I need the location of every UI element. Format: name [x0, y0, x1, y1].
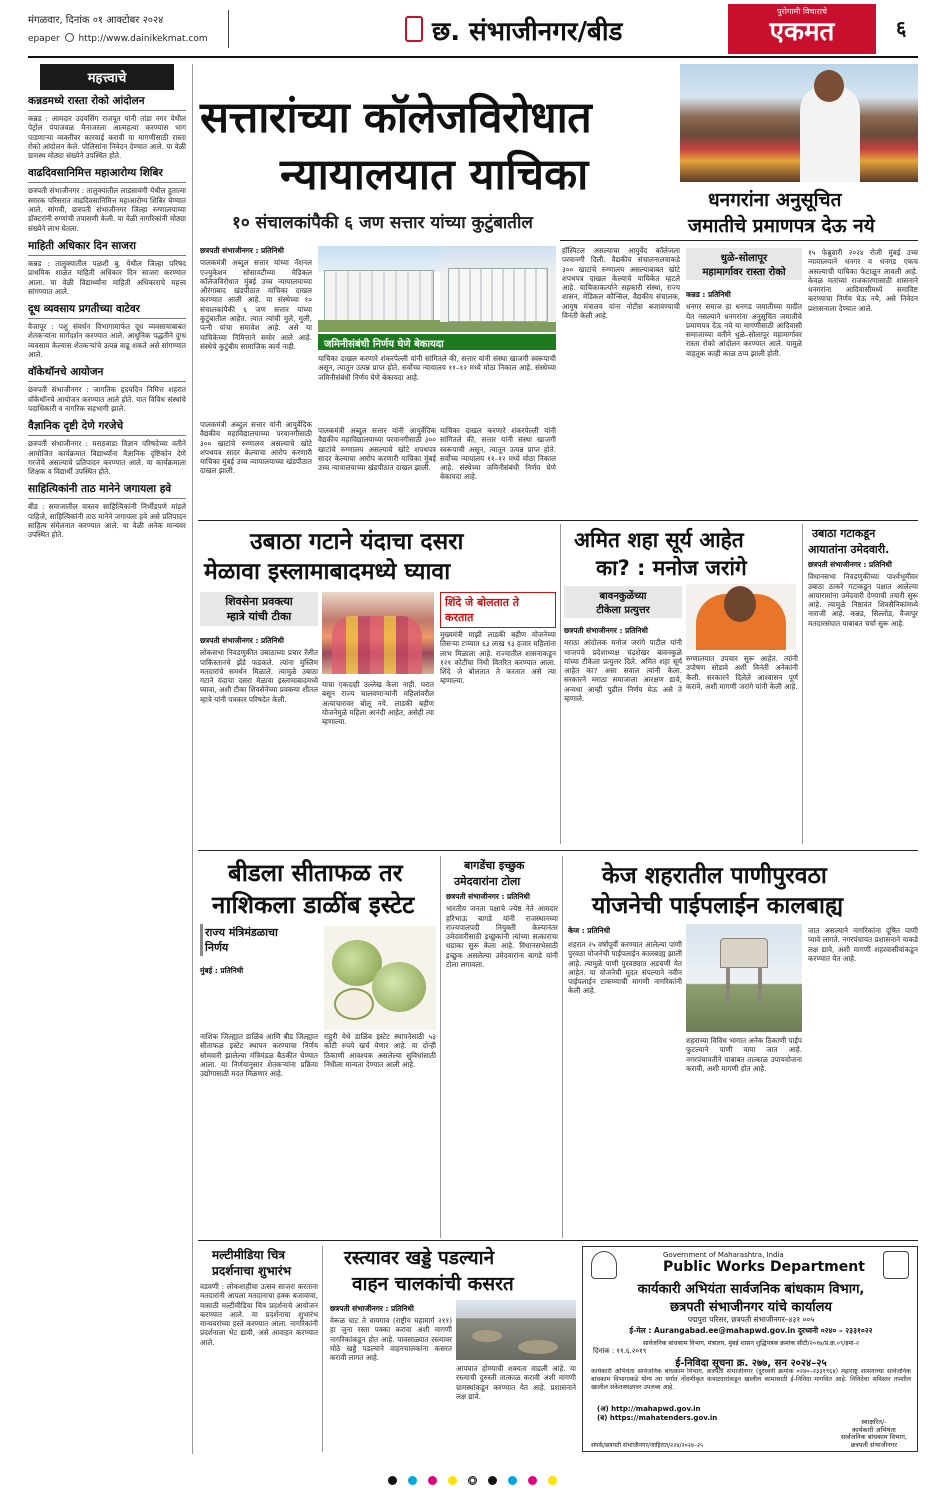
- multimedia-road-rule: [322, 1246, 323, 1452]
- dasara-headline-2: मेळावा इस्लामाबादमध्ये घ्यावा: [204, 559, 451, 585]
- row3-rule: [198, 1240, 918, 1241]
- ad-sign: [841, 1419, 907, 1449]
- shinde-sidehead-1: शिंदे जे बोलतात ते: [445, 596, 520, 609]
- sitafal-col-1: [200, 1032, 318, 1232]
- sidebar-item-body: छत्रपती संभाजीनगर : मराठवाडा विज्ञान परिषदेच्या वतीने आयोजित कार्यक्रमात विद्यार्थ्यांना वैज्ञानिक दृष्टिकोन देणे गरजेचे असल्याचे प्रतिपादन करण्यात आले. या कार्यक्रमाला शिक्षक व विद्यार्थी उपस्थित होते.: [28, 439, 186, 477]
- road-col-1: [330, 1316, 452, 1452]
- lead-col-3b-text: पालकमंत्री अब्दुल सत्तार यांनी आयुर्वेदिक वैद्यकीय महाविद्यालयाच्या परवानगीसाठी ३०० खाटांचे रुग्णालय असल्याचे खोटे शपथपत्र सादर केल्याचा आरोप करणारी याचिका मुंबई उच्च न्यायालयाच्या खंडपीठात दाखल झाली.: [318, 426, 436, 473]
- women-group: [332, 616, 422, 674]
- road-col-2-text: आपघात होण्याची शक्यता वाढली आहे. या रस्त्याची दुरुस्ती तात्काळ करावी अशी मागणी ग्रामस्थांकडून करण्यात येत आहे. प्रशासनाने लक्ष द्यावे.: [456, 1364, 576, 1401]
- dhangar-kicker: [686, 248, 802, 280]
- dasara-col-2: [322, 680, 434, 846]
- sidebar-item-head: दूध व्यवसाय प्रगतीच्या वाटेवर: [28, 302, 186, 319]
- masthead-logo: एकमत: [769, 17, 835, 47]
- dasara-byline: छत्रपती संभाजीनगर : प्रतिनिधी: [200, 636, 284, 645]
- dasara-headline-1: उबाठा गटाने यंदाचा दसरा: [250, 529, 464, 555]
- section-title: छ. संभाजीनगर/बीड: [432, 17, 623, 47]
- sitafal-kicker-1: राज्य मंत्रिमंडळाचा: [205, 926, 278, 939]
- ad-web-2[interactable]: (ब) https://mahatenders.gov.in: [597, 1414, 718, 1422]
- sitafal-kicker-2: निर्णय: [205, 941, 229, 954]
- tank-top: [720, 938, 768, 968]
- header-rule: [28, 56, 918, 58]
- dhangar-kicker-1: धुळे-सोलापूर: [720, 253, 768, 264]
- registration-marks: [0, 1470, 945, 1490]
- shinde-sidehead-2: करतात: [445, 611, 474, 624]
- sidebar-item-body: बीड : समाजातील वास्तव साहित्यिकांनी निर्भीडपणे मांडले पाहिजे, साहित्यिकांनी ताठ मानेने जगायला हवे असे प्रतिपादन साहित्य संमेलनात करण्यात आले. या वेळी अनेक मान्यवर उपस्थित होते.: [28, 502, 186, 540]
- sitafal-headline-2: नाशिकला डाळींब इस्टेट: [212, 891, 415, 919]
- lead-col-3: [318, 354, 556, 424]
- lead-headline-1: सत्तारांच्या कॉलेजविरोधात: [200, 93, 592, 143]
- sidebar-title: महत्त्वाचे: [40, 64, 174, 90]
- ad-notice-no: ई-निविदा सूचना क्र. २७७, सन २०२४–२५: [675, 1358, 827, 1369]
- masthead-tagline: पुरोगामी विचाराचे: [777, 7, 827, 16]
- emblem-left: [591, 1251, 617, 1279]
- dhangar-kicker-2: महामार्गावर रास्ता रोको: [702, 267, 786, 278]
- sitafal-headline-1: बीडला सीताफळ तर: [228, 859, 403, 887]
- lead-col-1-text: पालकमंत्री अब्दुल सत्तार यांच्या नॅशनल एज्युकेशन सोसायटीच्या मेडिकल कॉलेजविरोधात मुंबई उच्च न्यायालयाच्या औरंगाबाद खंडपीठात याचिका दाखल करण्यात आली आहे. या संस्थेच्या १० संचालकांपैकी ६ जण सत्तार यांच्या कुटुंबातील आहेत. त्यात त्यांची मुले, मुली, पत्नी यांचा समावेश आहे. असे या याचिकेच्या निमित्ताने समोर आले आहे. संस्थेचे कुटुंबीय सामाजिक कार्य नाही.: [200, 258, 312, 351]
- lead-col-3c: [440, 426, 556, 516]
- kej-col-2: [686, 1036, 802, 1232]
- kej-byline: केज : प्रतिनिधी: [568, 926, 611, 935]
- section-icon: [405, 16, 423, 42]
- sidebar-item-head: वाढदिवसानिमित्त महाआरोग्य शिबिर: [28, 166, 186, 183]
- multimedia-text: वडवणी : लोकशाहीचा उत्सव साजरा करताना मतदारांनी आपला मतदानाचा हक्क बजावावा, यासाठी मल्टीमीडिया चित्र प्रदर्शनाचे आयोजन करण्यात आले. या प्रदर्शनाचा शुभारंभ मान्यवरांच्या हस्ते करण्यात आला. नागरिकांनी प्रदर्शनाला भेट द्यावी, असे आवाहन करण्यात आले.: [200, 1282, 318, 1347]
- fruit-2: [372, 962, 426, 1012]
- ad-date: दिनांक : ११.६.२०१९: [593, 1347, 647, 1355]
- college-building: [324, 270, 434, 322]
- sidebar-item-head: वॉकेथॉनचे आयोजन: [28, 365, 186, 382]
- bagde-headline-1: बागडेंचा इच्छुक: [464, 859, 525, 872]
- shinde-sidehead: [440, 592, 556, 628]
- header-divider: [228, 10, 229, 48]
- header-date: मंगळवार, दिनांक ०१ आक्टोबर २०२४: [28, 15, 164, 26]
- reg-dot-cyan-2: [508, 1476, 517, 1485]
- jarange-headline-1: अमित शहा सूर्य आहेत: [574, 528, 744, 552]
- kej-col-3: [808, 926, 918, 1232]
- road-headline-1: रस्त्यावर खड्डे पडल्याने: [344, 1247, 495, 1269]
- lead-subhead: १० संचालकांपैकी ६ जण सत्तार यांच्या कुटुंबातील: [232, 213, 533, 233]
- reg-dot-magenta-2: [528, 1476, 537, 1485]
- kej-headline-2: योजनेची पाईपलाईन कालबाह्य: [592, 893, 844, 919]
- jarange-col-2: [686, 654, 798, 846]
- fruit-cut: [334, 988, 374, 1020]
- reg-dot-magenta: [428, 1476, 437, 1485]
- bagde-text: भारतीय जनता पक्षाचे ज्येष्ठ नेते आमदार हरिभाऊ बागडे यांनी राजस्थानच्या राज्यपालपदी नियुक्ती केल्यानंतर उमेदवारीसाठी इच्छुकांनी त्यांच्या सत्काराचा धडाका सुरू केला आहे. विधानसभेसाठी इच्छुक असलेल्या उमेदवारांना बागडे यांनी टोला लगावला.: [446, 904, 558, 970]
- jarange-headline-2: का? : मनोज जरांगे: [596, 556, 747, 580]
- sidebar-item-body: कन्नड : तालुक्यातील पळशी बु. येथील जिल्हा परिषद प्राथमिक शाळेत माहिती अधिकार दिन साजरा करण्यात आला. या वेळी विद्यार्थ्यांना माहिती अधिकाराचे महत्त्व सांगण्यात आले.: [28, 258, 186, 296]
- reg-dot-black-2: [488, 1476, 497, 1485]
- jarange-byline: छत्रपती संभाजीनगर : प्रतिनिधी: [564, 626, 648, 635]
- dasara-kicker-2: म्हात्रे यांची टीका: [226, 610, 292, 623]
- sidebar-item-head: माहिती अधिकार दिन साजरा: [28, 239, 186, 256]
- tank-leg-1: [726, 968, 730, 1004]
- kej-col-3-text: जात असल्याने नागरिकांना दूषित पाणी प्यावे लागते. नगरपंचायत प्रशासनाने याकडे लक्ष द्यावे, अशी मागणी शहरवासीयांकडून करण्यात येत आहे.: [808, 926, 918, 963]
- multimedia-headline-2: प्रदर्शनाचा शुभारंभ: [212, 1264, 292, 1278]
- jarange-kicker-2: टीकेला प्रत्युत्तर: [596, 605, 650, 616]
- sitafal-col-1-text: नाशिक जिल्ह्यात डाळिंब आणि बीड जिल्ह्यात सीताफळ इस्टेट स्थापन करण्याचा निर्णय सोमवारी झालेल्या मंत्रिमंडळ बैठकीत घेण्यात आला. या निर्णयानुसार शेतकऱ्यांना प्रक्रिया उद्योगासाठी मदत मिळणार आहे.: [200, 1032, 318, 1079]
- row2-rule: [198, 850, 918, 851]
- ad-sign-1: स्वाक्षरित/-: [861, 1418, 887, 1426]
- lead-byline: छत्रपती संभाजीनगर : प्रतिनिधी: [200, 246, 284, 255]
- reg-dot-yellow-2: [548, 1476, 557, 1485]
- bagde-kej-rule: [562, 856, 563, 1238]
- pwd-ad: [582, 1246, 918, 1452]
- dhangar-rule: [560, 240, 918, 241]
- website-link[interactable]: http://www.dainikekmat.com: [78, 34, 208, 44]
- dasara-kicker: [200, 592, 318, 626]
- ubatha-headline-2: आयातांना उमेदवारी.: [808, 543, 890, 556]
- dasara-col-1-text: लोकसभा निवडणुकीत उबाठाच्या प्रचार रॅलीत पाकिस्तानचे झेंडे फडकले. त्यांना मुस्लिम मतदारांचे समर्थन मिळाले. त्यामुळे उबाठा गटाने यंदाचा दसरा मेळावा इस्लामाबादमध्ये घ्यावा, अशी टीका शिवसेनेच्या प्रवक्त्या शीतल म्हात्रे यांनी पत्रकार परिषदेत केली.: [200, 648, 318, 704]
- reg-dot-target: [468, 1476, 477, 1485]
- sidebar-item-head: कन्नडमध्ये रास्ता रोको आंदोलन: [28, 94, 186, 111]
- row1-rule: [198, 520, 918, 521]
- reg-dot-yellow: [448, 1476, 457, 1485]
- sitafal-byline: मुंबई : प्रतिनिधी: [200, 966, 244, 975]
- dhangar-col-2-text: १५ फेब्रुवारी २०२४ रोजी मुंबई उच्च न्यायालयाने धनगर व धनगड एकच असल्याची याचिका फेटाळून लावली आहे. केवळ मतांच्या राजकारणासाठी शासनाने धनगरांना आदिवासींमध्ये समाविष्ट करण्याचा निर्णय घेऊ नये, असे निवेदन प्रशासनाला देण्यात आले.: [808, 248, 918, 313]
- pothole-1: [472, 1330, 502, 1342]
- ad-title-2: छत्रपती संभाजीनगर यांचे कार्यालय: [670, 1300, 832, 1315]
- ubatha-headline-1: उबाठा गटाकडून: [812, 527, 876, 540]
- road-col-1-text: वेरूळ घाट ते वायगाव (राष्ट्रीय महामार्ग २११) हा जुना रस्ता पक्का करावा अशी मागणी नागरिकांकडून होत आहे. पावसाळ्यात रस्त्यावर मोठे खड्डे पडल्याने वाहनचालकांना कसरत करावी लागत आहे.: [330, 1316, 452, 1363]
- bagde-headline-2: उमेदवारांना टोला: [454, 875, 521, 888]
- sidebar-item-head: वैज्ञानिक दृष्टी देणे गरजेचे: [28, 419, 186, 436]
- sidebar-item-body: छत्रपती संभाजीनगर : तालुक्यातील लाडसावंगी येथील हुतात्मा स्मारक परिसरात वाढदिवसानिमित्त महाआरोग्य शिबिर घेण्यात आले. सांगवी, छत्रपती संभाजीनगर जिल्हा रुग्णालयाच्या डॉक्टरांनी रुग्णांची तपासणी केली. या वेळी नागरिकांनी मोठ्या संख्येने लाभ घेतला.: [28, 186, 186, 233]
- sidebar-rule: [192, 64, 193, 1454]
- road-byline: छत्रपती संभाजीनगर : प्रतिनिधी: [330, 1304, 414, 1313]
- sitafal-kicker: [200, 924, 320, 956]
- tank-leg-2: [758, 968, 762, 1004]
- lead-col-4-text: हॉस्पिटल असल्याचा आयुर्वेद कॉलेजला परवानगी दिली. वैद्यकीय संचालनालयाकडे ३०० खाटांचे रुग्णालय असल्याबाबत खोटे शपथपत्र दाखल केल्याचे याचिकेत म्हटले आहे. याचिकाकर्त्याने सहकारी संस्था, राज्य शासन, मेडिकल कौन्सिल, वैद्यकीय संचालक, आयुष मंत्रालय यांना नोटीस बजावण्याची विनंती केली आहे.: [562, 246, 680, 321]
- reg-dot-black: [388, 1476, 397, 1485]
- ad-ref: सार्वजनिक बांधकाम विभाग, मंत्रालय, मुंबई शासन शुद्धिपत्रक क्रमांक सीटी/२०१७/प्र.क्र.०९/इमा-२: [642, 1340, 860, 1347]
- lead-col-3b: [318, 426, 436, 516]
- multimedia-headline-1: मल्टीमीडिया चित्र: [212, 1248, 285, 1262]
- sitafal-col-2-text: राहुरी येथे डाळिंब इस्टेट स्थापनेसाठी ५३ कोटी रुपये खर्च येणार आहे. या दोन्ही ठिकाणी आवश्यक असलेल्या सुविधांसाठी निधीला मान्यता देण्यात आली आहे.: [324, 1032, 436, 1069]
- dhangar-byline: कन्नड : प्रतिनिधी: [686, 290, 731, 299]
- dasara-col-3: [440, 630, 556, 846]
- mhatre-photo: [322, 592, 434, 674]
- epaper-label: [28, 33, 208, 44]
- dasara-jarange-rule: [560, 524, 561, 844]
- speaker-head: [814, 70, 844, 102]
- dhangar-headline-1: धनगरांना अनुसूचित: [708, 189, 842, 211]
- jarange-photo: [686, 584, 796, 650]
- ad-email: ई-मेल : Aurangabad.ee@mahapwd.gov.in दुरध्वनी ०२४० – २३३१०२२: [629, 1326, 873, 1335]
- sitafal-col-2: [324, 1032, 436, 1232]
- lead-headline-2: न्यायालयात याचिका: [280, 150, 589, 200]
- lead-col-2-text: पालकमंत्री अब्दुल सत्तार यांनी आयुर्वेदिक वैद्यकीय महाविद्यालयाच्या परवानगीसाठी ३०० खाटांचे रुग्णालय असल्याचे खोटे शपथपत्र सादर केल्याचा आरोप करणारी याचिका मुंबई उच्च न्यायालयाच्या खंडपीठात दाखल झाली.: [200, 420, 312, 476]
- lead-col-2: [200, 420, 312, 516]
- ubatha-col: [808, 560, 918, 846]
- dasara-col-3-text: मुख्यमंत्री माझी लाडकी बहीण योजनेच्या तिसऱ्या टप्प्यात ६३ लाख ९३ हजार महिलांना लाभ मिळाला आहे. राज्यातील शासनाकडून १२१ कोटींचा निधी वितरित करण्यात आला. शिंदे जे बोलतात ते करतात असे त्या म्हणाल्या.: [440, 630, 556, 686]
- water-tank-photo: [686, 924, 802, 1032]
- sidebar-item-head: साहित्यिकांनी ताठ मानेने जगायला हवे: [28, 482, 186, 499]
- college-lawn-2: [440, 322, 556, 332]
- dasara-kicker-1: शिवसेना प्रवक्त्या: [225, 595, 293, 608]
- sidebar: [28, 64, 186, 1454]
- kej-col-1: [568, 940, 682, 1232]
- kej-col-1-text: शहरात २५ वर्षांपूर्वी करण्यात आलेल्या पाणी पुरवठा योजनेची पाईपलाईन कालबाह्य झाली आहे. त्यामुळे पाणी पुरवठ्यात अडचणी येत आहेत. या योजनेची मुदत संपल्याने नवीन पाईपलाईन टाकण्याची मागणी नागरिकांनी केली आहे.: [568, 940, 682, 996]
- ubatha-text: विधानसभा निवडणुकीच्या पार्श्वभूमीवर उबाठा ठाकरे गटाकडून पक्षात आलेल्या आयारामांना उमेदवारी देण्याची तयारी सुरू आहे. त्यामुळे निष्ठावंत शिवसैनिकांमध्ये नाराजी आहे. कन्नड, सिल्लोड, वैजापूर मतदारसंघात याबाबत चर्चा सुरू आहे.: [808, 572, 918, 628]
- sidebar-item-body: वैजापूर : पशु संवर्धन विभागामार्फत दूध व्यवसायाबाबत शेतकऱ्यांना मार्गदर्शन करण्यात आले. आधुनिक पद्धतीने दुग्ध व्यवसाय केल्यास शेतकऱ्यांचे उत्पन्न वाढू शकते असे सांगण्यात आले.: [28, 322, 186, 360]
- ad-footer: संपर्क/छत्रपती संभाजीनगर/जाहिरात/२२४/२०२४–२५: [591, 1442, 704, 1449]
- lead-col-3c-text: याचिका दाखल करणारे शंकरपेल्ली यांनी सांगितले की, सत्तार यांनी संस्था खाजगी स्वरूपाची असून, त्यातून उत्पन्न प्राप्त होते. सर्वोच्च न्यायालय ११–१२ मध्ये मोठा निकाल आहे. संस्थेच्या जमिनीसंबंधी निर्णय घेणे बेकायदा आहे.: [440, 426, 556, 482]
- dhangar-col-2: [808, 248, 918, 516]
- potholes-photo: [456, 1300, 576, 1360]
- road-col-2: [456, 1364, 576, 1452]
- ad-sign-2: कार्यकारी अभियंता: [851, 1425, 896, 1434]
- pothole-2: [518, 1340, 558, 1354]
- college-photo: [318, 246, 440, 332]
- jarange-col-2-text: रुग्णालयात उपचार सुरू आहेत. त्यांनी उपोषण सोडावे अशी विनंती अनेकांनी केली. सरकारने दिलेले आश्वासन पूर्ण करावे, अशी मागणी जरांगे यांनी केली आहे.: [686, 654, 798, 691]
- sitafal-bagde-rule: [440, 856, 441, 1238]
- globe-icon: [65, 33, 74, 42]
- emblem-right: [883, 1251, 909, 1279]
- ad-dept: Public Works Department: [663, 1259, 865, 1275]
- jarange-ubatha-rule: [802, 524, 803, 844]
- road-headline-2: वाहन चालकांची कसरत: [352, 1273, 514, 1295]
- dhangar-headline-2: जमातीचे प्रमाणपत्र देऊ नये: [688, 215, 875, 237]
- epaper-text: epaper: [28, 34, 60, 44]
- college-lawn: [318, 320, 440, 332]
- kej-col-2-text: शहराच्या विविध भागात अनेक ठिकाणी पाईप फुटल्याने पाणी वाया जात आहे. नगरपंचायतीने याबाबत तात्काळ उपाययोजना करावी, अशी मागणी होत आहे.: [686, 1036, 802, 1073]
- jarange-col-1: [564, 626, 682, 846]
- ad-govt-line: Government of Maharashtra, India: [663, 1251, 784, 1259]
- dhangar-col-1-text: धनगर समाज हा धनगड जमातीच्या यादीत येत नसल्याने धनगरांना अनुसूचित जमातीचे प्रमाणपत्र देऊ नये या मागणीसाठी आदिवासी समाजाच्या वतीने धुळे–सोलापूर महामार्गावर रास्ता रोको आंदोलन करण्यात आले. यामुळे वाहतूक काही काळ ठप्प झाली होती.: [686, 302, 802, 358]
- dasara-col-1: [200, 636, 318, 846]
- multimedia-col: [200, 1282, 318, 1452]
- jarange-col-1-text: मराठा आंदोलक मनोज जरांगे पाटील यांनी भाजपचे प्रदेशाध्यक्ष चंद्रशेखर बावनकुळे यांच्या टीकेला प्रत्युत्तर दिले. अमित शहा सूर्य आहेत का? असा सवाल त्यांनी केला. सरकारने मराठा समाजाला आरक्षण द्यावे, अन्यथा आम्ही पुढील निर्णय घेऊ असे ते म्हणाले.: [564, 638, 682, 704]
- bagde-byline: छत्रपती संभाजीनगर : प्रतिनिधी: [446, 892, 530, 901]
- sidebar-item-body: छत्रपती संभाजीनगर : जागतिक हृदयदिन निमित्त शहरात वॉकेथॉनचे आयोजन करण्यात आले होते. यात विविध संस्थांचे पदाधिकारी व नागरिक सहभागी झाले.: [28, 385, 186, 413]
- sidebar-items: [28, 94, 186, 540]
- jarange-kicker-1: बावनकुळेंच्या: [599, 591, 647, 602]
- bagde-col: [446, 892, 558, 1232]
- college-building-2: [448, 268, 548, 322]
- page-number: ६: [896, 16, 907, 40]
- jarange-kicker: [564, 586, 682, 618]
- lead-photo-caption: जमिनीसंबंधी निर्णय घेणे बेकायदा: [318, 334, 556, 350]
- crowd-photo: [680, 64, 918, 182]
- ad-sign-4: छत्रपती संभाजीनगर: [850, 1440, 898, 1449]
- ad-address: पद्मपुरा परिसर, छत्रपती संभाजीनगर–४३१ ००५: [687, 1315, 815, 1324]
- ad-sign-3: सार्वजनिक बांधकाम विभाग,: [840, 1433, 907, 1441]
- dhangar-col-1: [686, 290, 802, 516]
- ad-web-1[interactable]: (अ) http://mahapwd.gov.in: [597, 1405, 701, 1413]
- dasara-col-2-text: याचा एकदाही उल्लेख केला नाही. घरात बसून राज्य चालवणाऱ्यांनी महिलांवरील अत्याचारावर बोलू नये. लाडकी बहीण योजनेमुळे महिला आनंदी आहेत, असेही त्या म्हणाल्या.: [322, 680, 434, 727]
- masthead-box: [728, 4, 876, 54]
- custard-apple-photo: [324, 926, 436, 1030]
- college-photo-2: [440, 246, 556, 332]
- ad-body: कार्यकारी अभियंता सार्वजनिक बांधकाम विभाग, छत्रपती संभाजीनगर (दुरध्वनी क्रमांक ०२४०–२३३१९६४) महाराष्ट्र शासनाच्या सार्वजनिक बांधकाम विभागाकडे योग्य त्या वर्गात नोंदणीकृत कंत्राटदारांकडून खालील कामासाठी ई-निविदा मागवित आहे. निविदेचा सविस्तर तपशील खालील संकेतस्थळावर उपलब्ध आहे.: [591, 1368, 911, 1391]
- lead-col-4: [562, 246, 680, 516]
- kej-headline-1: केज शहरातील पाणीपुरवठा: [602, 863, 827, 889]
- reg-dot-cyan: [408, 1476, 417, 1485]
- sidebar-item-body: कन्नड : आमदार उदयसिंग राजपूत यांनी तांडा नगर येथील पेट्रोल पंपाजवळ मैनाजरला आत्महत्या करण्यास भाग पाडणाऱ्या व्यक्तींवर कारवाई करावी या मागणीसाठी रास्ता रोको आंदोलन केले. पोलिसांना निवेदन देण्यात आले. या वेळी ग्रामस्थ मोठ्या संख्येने उपस्थित होते.: [28, 114, 186, 161]
- ad-title-1: कार्यकारी अभियंता सार्वजनिक बांधकाम विभाग,: [637, 1282, 865, 1297]
- lead-col-3-text: याचिका दाखल करणारे शंकरपेल्ली यांनी सांगितले की, सत्तार यांनी संस्था खाजगी स्वरूपाची असून, त्यातून उत्पन्न प्राप्त होते. सर्वोच्च न्यायालय ११–१२ मध्ये मोठा निकाल आहे. संस्थेच्या जमिनीसंबंधी निर्णय घेणे बेकायदा आहे.: [318, 354, 556, 382]
- jarange-head: [724, 586, 756, 622]
- ubatha-byline: छत्रपती संभाजीनगर : प्रतिनिधी: [808, 560, 892, 569]
